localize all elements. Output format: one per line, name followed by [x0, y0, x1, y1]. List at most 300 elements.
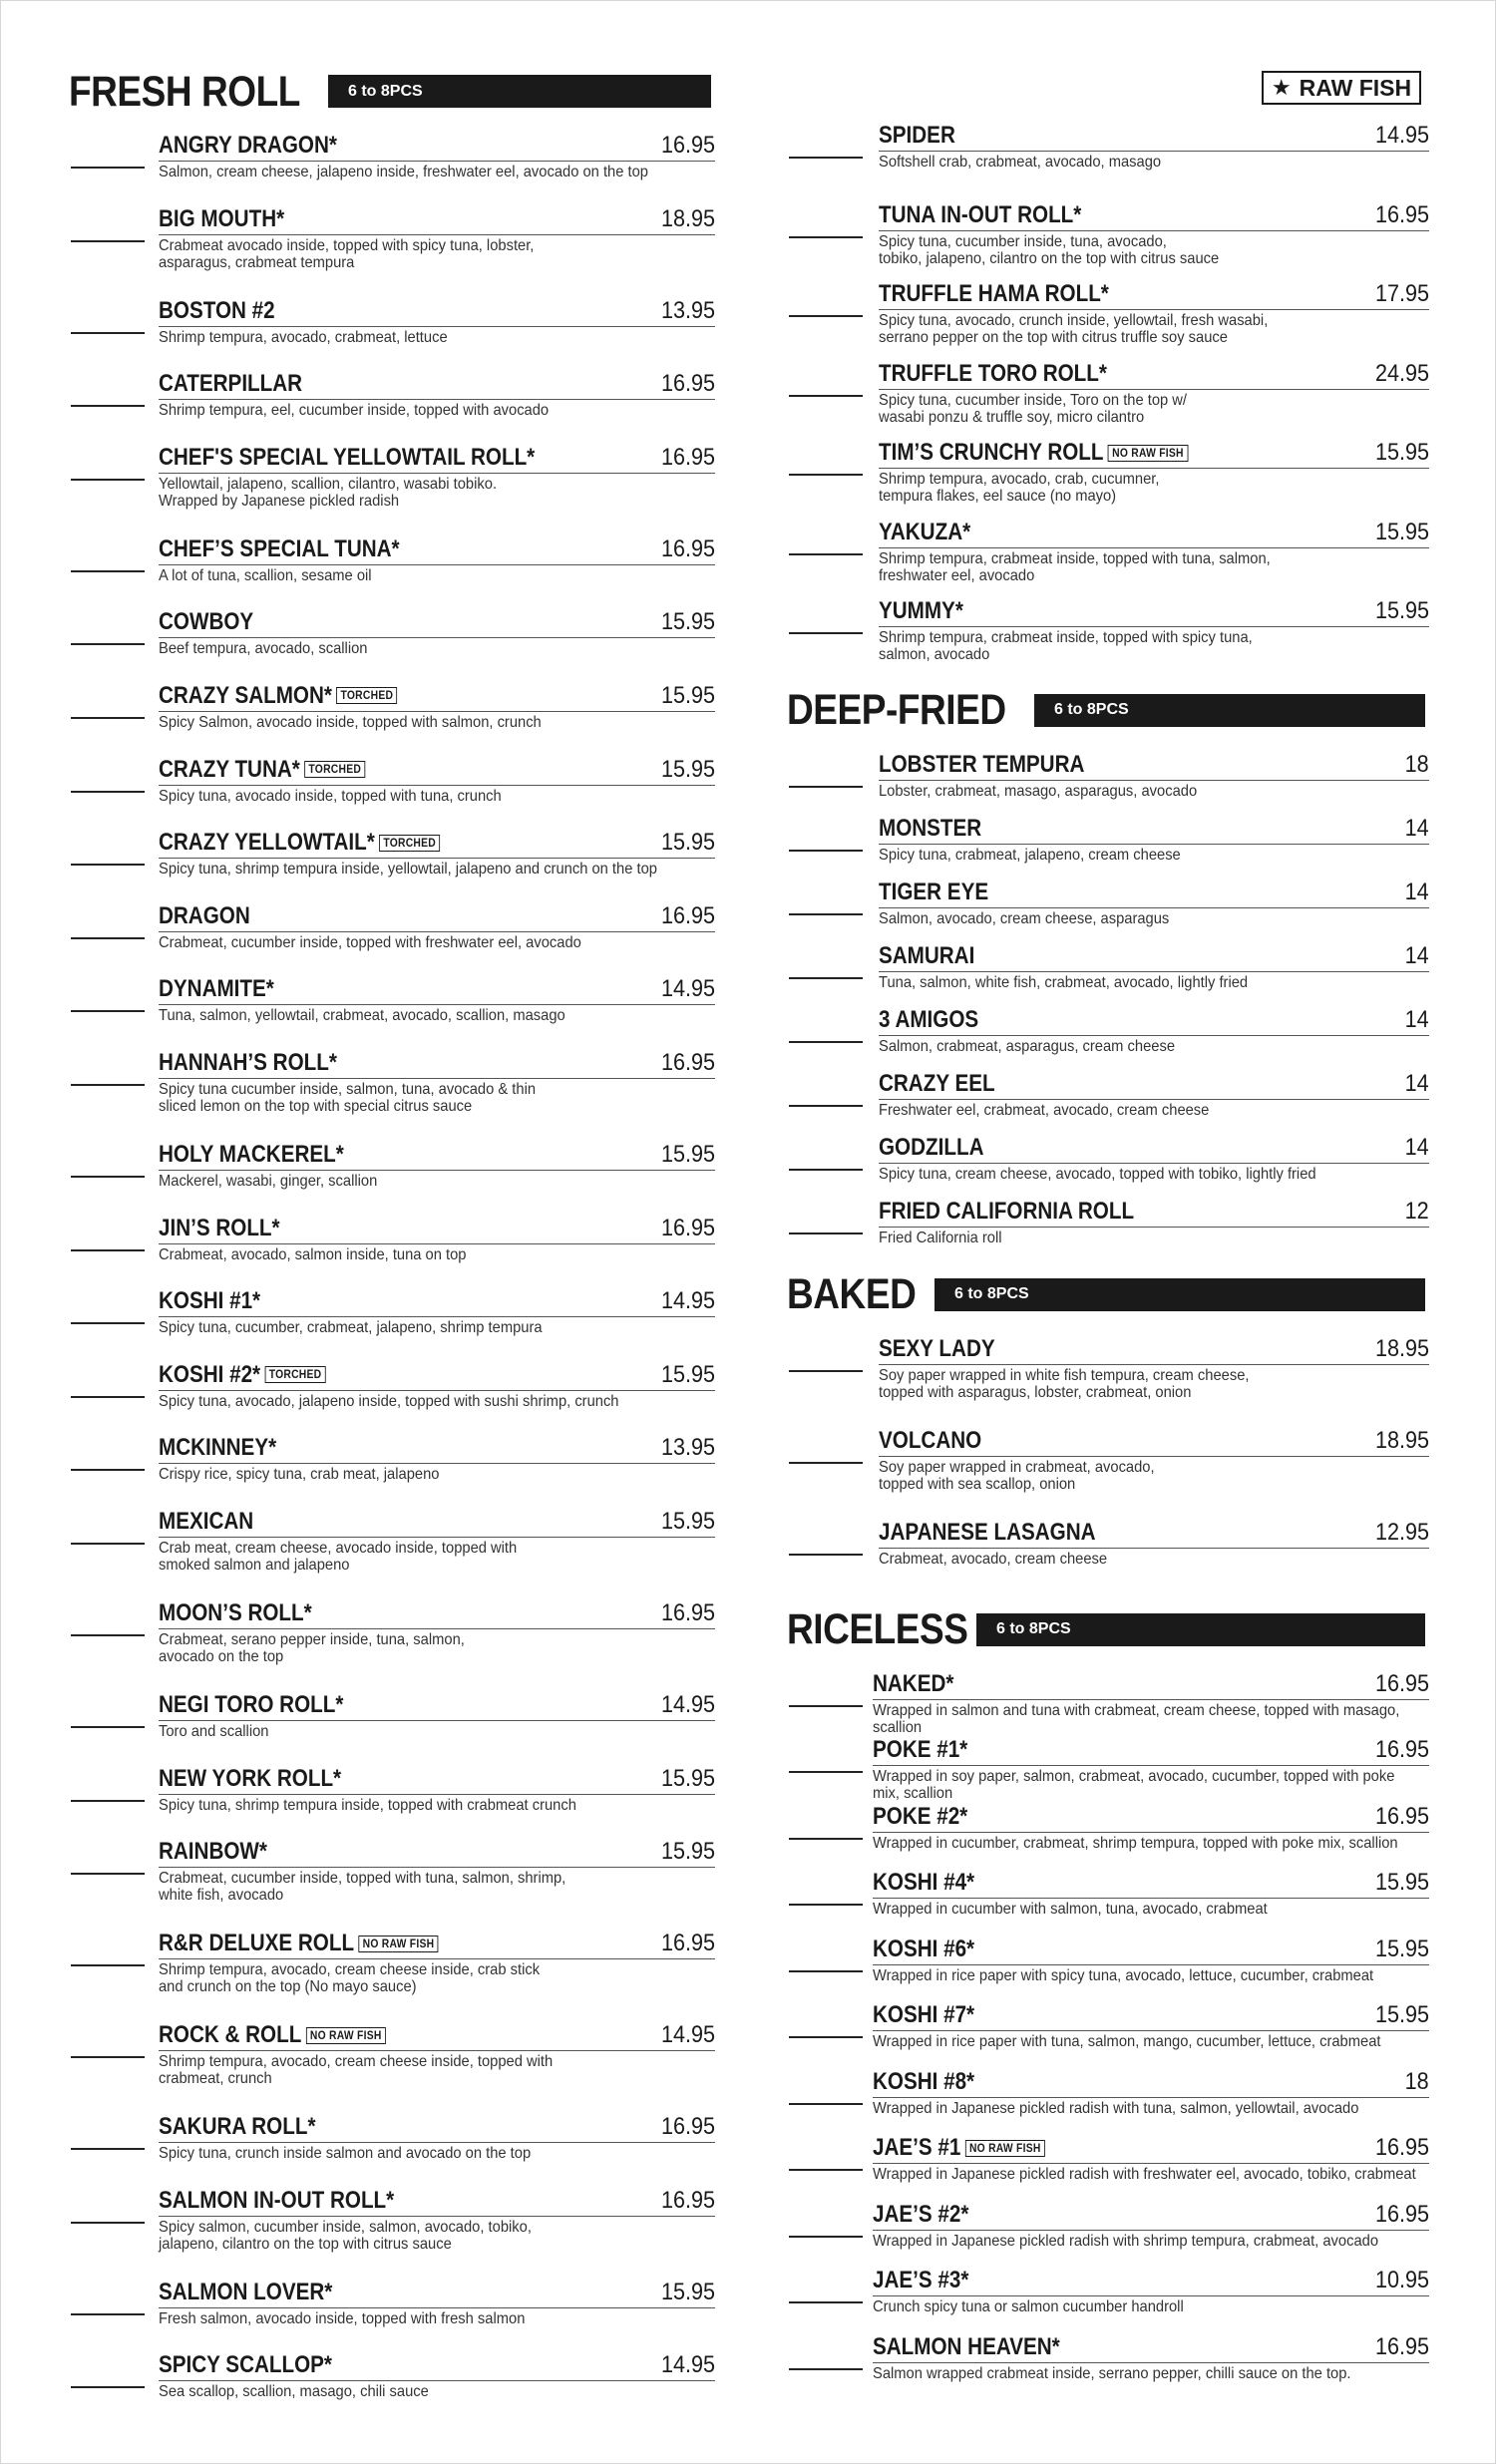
- menu-item: [787, 2328, 1429, 2395]
- menu-item-head: [159, 824, 715, 859]
- item-tag-badge: NO RAW FISH: [1108, 445, 1188, 462]
- menu-item: [69, 1760, 715, 1834]
- item-description: Spicy tuna, shrimp tempura inside, yellowtail, jalapeno and crunch on the top: [159, 861, 657, 879]
- menu-item-head: [879, 1001, 1429, 1036]
- item-description: Wrapped in Japanese pickled radish with shrimp tempura, crabmeat, avocado: [873, 2232, 1379, 2250]
- item-name: [873, 1736, 967, 1764]
- menu-item-body: [159, 677, 715, 751]
- quantity-blank: [787, 1001, 863, 1065]
- item-price: 15.95: [660, 1838, 715, 1866]
- quantity-blank: [69, 1136, 145, 1210]
- menu-item-head: [159, 677, 715, 712]
- item-description: Shrimp tempura, crabmeat inside, topped with spicy tuna, salmon, avocado: [879, 629, 1253, 663]
- menu-item: [787, 746, 1429, 810]
- menu-item: [69, 365, 715, 439]
- item-price: 24.95: [1374, 359, 1429, 387]
- quantity-blank: [787, 355, 863, 435]
- menu-item-body: [879, 874, 1429, 937]
- item-tag-badge: NO RAW FISH: [306, 2027, 386, 2044]
- menu-item: [69, 2274, 715, 2347]
- menu-item-body: [159, 439, 715, 530]
- item-description: Spicy tuna, cucumber, crabmeat, jalapeno, shrimp tempura: [159, 1319, 543, 1337]
- menu-item: [787, 1001, 1429, 1065]
- item-price: 14: [1404, 814, 1429, 842]
- menu-item-head: [879, 1422, 1429, 1457]
- menu-item: [787, 1193, 1429, 1256]
- item-price: 16.95: [660, 901, 715, 929]
- quantity-blank: [787, 1514, 863, 1593]
- item-name: [159, 1049, 337, 1077]
- quantity-blank: [69, 127, 145, 200]
- item-name-text: TRUFFLE HAMA ROLL*: [879, 280, 1109, 307]
- menu-item-head: [879, 1193, 1429, 1228]
- quantity-blank: [787, 275, 863, 355]
- quantity-blank: [787, 514, 863, 593]
- item-description: Beef tempura, avocado, scallion: [159, 640, 368, 658]
- menu-item-body: [159, 2346, 715, 2420]
- menu-item-head: [879, 937, 1429, 972]
- item-price: 16.95: [1374, 2332, 1429, 2360]
- quantity-blank: [69, 292, 145, 366]
- menu-item-head: [879, 434, 1429, 469]
- pieces-bar: 6 to 8PCS: [976, 1613, 1425, 1646]
- menu-item-head: [159, 1833, 715, 1868]
- item-name-text: MCKINNEY*: [159, 1434, 277, 1462]
- quantity-blank: [69, 1594, 145, 1686]
- quantity-blank: [787, 2328, 863, 2395]
- section-title: FRESH ROLL: [69, 67, 300, 116]
- item-description: Shrimp tempura, avocado, cream cheese inside, crab stick and crunch on the top (No mayo sauce): [159, 1961, 541, 1996]
- item-name: [159, 975, 274, 1003]
- quantity-blank: [69, 1503, 145, 1594]
- item-name-text: JAE’S #1: [873, 2134, 961, 2161]
- item-price: 16.95: [1374, 1802, 1429, 1830]
- item-description: Softshell crab, crabmeat, avocado, masago: [879, 154, 1162, 171]
- item-name-text: KOSHI #6*: [873, 1935, 975, 1962]
- item-name-text: KOSHI #1*: [159, 1287, 261, 1315]
- menu-item: [787, 1129, 1429, 1193]
- menu-item: [787, 1731, 1429, 1802]
- item-price: 15.95: [660, 755, 715, 783]
- menu-item: [69, 439, 715, 530]
- item-name: [873, 1803, 967, 1831]
- item-price: 16.95: [660, 1930, 715, 1957]
- item-name-text: BOSTON #2: [159, 296, 275, 324]
- item-price: 16.95: [1374, 2200, 1429, 2228]
- item-price: 14.95: [660, 975, 715, 1003]
- item-price: 14: [1404, 941, 1429, 969]
- menu-item-body: [873, 2129, 1429, 2196]
- menu-item-body: [159, 1686, 715, 1760]
- menu-item-head: [879, 355, 1429, 390]
- item-price: 14.95: [660, 2021, 715, 2049]
- item-name: [159, 297, 275, 325]
- menu-item: [69, 1429, 715, 1503]
- menu-item-head: [879, 196, 1429, 231]
- menu-item: [787, 1065, 1429, 1129]
- menu-item-head: [159, 897, 715, 932]
- item-price: 18: [1404, 750, 1429, 778]
- item-name-text: KOSHI #8*: [873, 2067, 975, 2095]
- item-name: [873, 2134, 1045, 2162]
- menu-item-body: [159, 1503, 715, 1594]
- item-name-text: JAE’S #2*: [873, 2200, 969, 2228]
- menu-item-body: [879, 1330, 1429, 1422]
- item-name: [873, 1936, 974, 1963]
- menu-item-head: [879, 1514, 1429, 1549]
- menu-item-head: [159, 127, 715, 162]
- item-description: Mackerel, wasabi, ginger, scallion: [159, 1172, 378, 1190]
- quantity-blank: [787, 1193, 863, 1256]
- item-name-text: 3 AMIGOS: [879, 1005, 979, 1033]
- item-tag-badge: TORCHED: [336, 687, 397, 704]
- menu-item: [69, 1356, 715, 1430]
- item-tag-badge: TORCHED: [264, 1366, 325, 1383]
- item-price: 18.95: [660, 204, 715, 232]
- item-description: Spicy tuna, crunch inside salmon and avocado on the top: [159, 2145, 532, 2163]
- item-name-text: LOBSTER TEMPURA: [879, 750, 1085, 778]
- section-title: BAKED: [787, 1270, 917, 1318]
- item-description: Shrimp tempura, eel, cucumber inside, topped with avocado: [159, 402, 550, 420]
- item-name-text: TIGER EYE: [879, 878, 989, 905]
- menu-item-head: [159, 1686, 715, 1721]
- item-name-text: SEXY LADY: [879, 1334, 995, 1362]
- quantity-blank: [69, 2346, 145, 2420]
- item-price: 15.95: [660, 2278, 715, 2305]
- item-description: Soy paper wrapped in white fish tempura, cream cheese, topped with asparagus, lobster, crabmeat, onion: [879, 1366, 1250, 1401]
- menu-item: [787, 1665, 1429, 1736]
- menu-item-head: [879, 275, 1429, 310]
- menu-item: [787, 514, 1429, 593]
- menu-item: [787, 434, 1429, 514]
- item-name: [159, 2279, 332, 2306]
- item-name-text: KOSHI #7*: [873, 2001, 975, 2028]
- item-name: [879, 1519, 1096, 1547]
- quantity-blank: [787, 1798, 863, 1865]
- item-description: Shrimp tempura, avocado, crabmeat, lettuce: [159, 328, 448, 346]
- menu-item-body: [159, 1210, 715, 1283]
- menu-item-body: [879, 196, 1429, 276]
- item-name-text: POKE #2*: [873, 1802, 968, 1830]
- item-name-text: ANGRY DRAGON*: [159, 132, 337, 159]
- item-price: 16.95: [660, 1048, 715, 1076]
- item-name: [873, 1869, 974, 1897]
- menu-item-body: [159, 2274, 715, 2347]
- item-price: 15.95: [1374, 1869, 1429, 1896]
- menu-item: [69, 1136, 715, 1210]
- item-description: Crunch spicy tuna or salmon cucumber handroll: [873, 2298, 1184, 2315]
- item-tag-badge: NO RAW FISH: [358, 1936, 438, 1952]
- menu-item-head: [159, 1044, 715, 1079]
- item-name-text: NAKED*: [873, 1669, 954, 1697]
- item-price: 15.95: [660, 1764, 715, 1792]
- item-description: Salmon, crabmeat, asparagus, cream cheese: [879, 1037, 1176, 1055]
- quantity-blank: [69, 677, 145, 751]
- item-price: 14: [1404, 878, 1429, 905]
- fresh-roll-list: [69, 127, 715, 2420]
- quantity-blank: [69, 970, 145, 1044]
- quantity-blank: [69, 200, 145, 292]
- menu-item-head: [879, 746, 1429, 781]
- item-name: [159, 682, 397, 710]
- item-price: 13.95: [660, 296, 715, 324]
- quantity-blank: [69, 439, 145, 530]
- item-description: Crabmeat, avocado, salmon inside, tuna on top: [159, 1245, 467, 1263]
- item-name-text: MEXICAN: [159, 1507, 254, 1535]
- quantity-blank: [69, 2274, 145, 2347]
- item-description: Yellowtail, jalapeno, scallion, cilantro, wasabi tobiko. Wrapped by Japanese pickled radish: [159, 475, 498, 510]
- item-price: 16.95: [660, 370, 715, 398]
- item-name: [159, 1930, 439, 1957]
- item-name: [879, 1427, 981, 1455]
- item-name: [873, 2333, 1060, 2361]
- menu-item: [787, 1931, 1429, 1997]
- item-name: [879, 360, 1107, 388]
- quantity-blank: [69, 530, 145, 604]
- item-name-text: TRUFFLE TORO ROLL*: [879, 359, 1107, 387]
- menu-item: [69, 2182, 715, 2274]
- menu-item-head: [879, 874, 1429, 908]
- quantity-blank: [69, 1686, 145, 1760]
- item-tag-badge: TORCHED: [379, 835, 440, 852]
- riceless-list: [787, 1665, 1429, 2395]
- menu-item: [787, 937, 1429, 1001]
- menu-item-head: [159, 365, 715, 400]
- item-price: 18.95: [1374, 1426, 1429, 1454]
- item-description: Fresh salmon, avocado inside, topped with fresh salmon: [159, 2309, 526, 2327]
- menu-item-body: [873, 2063, 1429, 2130]
- item-name-text: NEGI TORO ROLL*: [159, 1690, 344, 1718]
- menu-item-head: [159, 1925, 715, 1959]
- item-price: 13.95: [660, 1434, 715, 1462]
- menu-item-head: [159, 1136, 715, 1171]
- menu-item: [787, 2063, 1429, 2130]
- menu-item-body: [879, 592, 1429, 672]
- menu-item-head: [159, 2274, 715, 2308]
- menu-item-head: [879, 1065, 1429, 1100]
- item-name-text: SPICY SCALLOP*: [159, 2351, 332, 2379]
- item-name: [879, 201, 1081, 229]
- item-description: Crabmeat, cucumber inside, topped with freshwater eel, avocado: [159, 933, 581, 951]
- menu-item-head: [159, 603, 715, 638]
- menu-item-head: [159, 2346, 715, 2381]
- menu-item: [69, 897, 715, 971]
- menu-item: [787, 355, 1429, 435]
- fresh-roll-continued-list: [787, 117, 1429, 672]
- item-price: 16.95: [1374, 2134, 1429, 2161]
- menu-item-head: [159, 1760, 715, 1795]
- quantity-blank: [69, 1833, 145, 1925]
- item-description: Spicy salmon, cucumber inside, salmon, avocado, tobiko, jalapeno, cilantro on the top with citrus sauce: [159, 2218, 532, 2253]
- item-name-text: TUNA IN-OUT ROLL*: [879, 200, 1082, 228]
- menu-item-body: [879, 1129, 1429, 1193]
- item-name-text: KOSHI #2*: [159, 1360, 261, 1388]
- item-description: Spicy tuna, cream cheese, avocado, topped with tobiko, lightly fried: [879, 1165, 1316, 1183]
- item-name: [873, 2201, 968, 2229]
- menu-item-head: [159, 439, 715, 474]
- item-tag-badge: NO RAW FISH: [965, 2140, 1045, 2157]
- quantity-blank: [69, 365, 145, 439]
- item-description: Wrapped in soy paper, salmon, crabmeat, avocado, cucumber, topped with poke mix, scallion: [873, 1768, 1395, 1802]
- quantity-blank: [69, 1429, 145, 1503]
- item-name: [879, 597, 963, 625]
- menu-item-head: [879, 592, 1429, 627]
- item-price: 15.95: [660, 608, 715, 636]
- menu-item-head: [879, 514, 1429, 548]
- menu-item-head: [159, 970, 715, 1005]
- menu-item-body: [873, 1731, 1429, 1802]
- menu-item-head: [159, 751, 715, 786]
- item-description: Crispy rice, spicy tuna, crab meat, jalapeno: [159, 1466, 440, 1484]
- menu-item-body: [159, 2108, 715, 2182]
- menu-item-body: [159, 292, 715, 366]
- item-price: 14.95: [660, 2351, 715, 2379]
- menu-item: [787, 1330, 1429, 1422]
- quantity-blank: [787, 1065, 863, 1129]
- menu-item: [69, 1594, 715, 1686]
- item-name: [879, 1070, 995, 1098]
- item-name-text: HANNAH’S ROLL*: [159, 1048, 337, 1076]
- quantity-blank: [787, 1731, 863, 1798]
- baked-header: [787, 1270, 1429, 1320]
- item-name: [873, 2267, 968, 2294]
- item-name-text: DYNAMITE*: [159, 975, 274, 1003]
- item-name-text: SALMON IN-OUT ROLL*: [159, 2186, 395, 2214]
- item-name: [879, 879, 988, 906]
- item-name: [159, 1599, 312, 1627]
- item-name: [159, 444, 535, 472]
- item-description: Crabmeat, serano pepper inside, tuna, salmon, avocado on the top: [159, 1630, 465, 1665]
- item-name-text: SALMON HEAVEN*: [873, 2332, 1060, 2360]
- quantity-blank: [69, 2182, 145, 2274]
- menu-item: [787, 2129, 1429, 2196]
- menu-item-head: [873, 1864, 1429, 1899]
- menu-item-head: [873, 2129, 1429, 2164]
- item-name-text: COWBOY: [159, 608, 254, 636]
- quantity-blank: [787, 937, 863, 1001]
- menu-item-head: [159, 1594, 715, 1629]
- menu-item-body: [873, 1665, 1429, 1736]
- item-name: [159, 829, 440, 857]
- section-title: RICELESS: [787, 1605, 968, 1653]
- menu-item-body: [159, 1594, 715, 1686]
- item-name-text: JAE’S #3*: [873, 2267, 969, 2293]
- menu-item-head: [159, 200, 715, 235]
- menu-item-body: [879, 117, 1429, 196]
- item-description: Spicy tuna, avocado inside, topped with tuna, crunch: [159, 787, 502, 805]
- item-name-text: RAINBOW*: [159, 1838, 267, 1866]
- menu-item-head: [159, 292, 715, 327]
- item-description: Wrapped in cucumber, crabmeat, shrimp tempura, topped with poke mix, scallion: [873, 1834, 1398, 1852]
- quantity-blank: [787, 1422, 863, 1514]
- item-name: [159, 2187, 394, 2215]
- item-description: Shrimp tempura, avocado, cream cheese inside, topped with crabmeat, crunch: [159, 2053, 554, 2088]
- menu-item-body: [873, 1864, 1429, 1931]
- menu-item-body: [873, 2262, 1429, 2328]
- item-name-text: CATERPILLAR: [159, 370, 303, 398]
- quantity-blank: [787, 1129, 863, 1193]
- item-description: Tuna, salmon, yellowtail, crabmeat, avocado, scallion, masago: [159, 1007, 565, 1025]
- baked-list: [787, 1330, 1429, 1593]
- menu-item-body: [159, 2182, 715, 2274]
- menu-item-head: [879, 117, 1429, 152]
- quantity-blank: [787, 1996, 863, 2063]
- raw-fish-label: RAW FISH: [1299, 74, 1412, 101]
- item-name: [879, 1134, 983, 1162]
- item-name-text: BIG MOUTH*: [159, 204, 285, 232]
- item-name-text: POKE #1*: [873, 1736, 968, 1763]
- item-name: [159, 902, 250, 930]
- item-name: [879, 280, 1109, 308]
- menu-item-body: [159, 751, 715, 825]
- item-name: [159, 370, 302, 398]
- item-price: 14: [1404, 1005, 1429, 1033]
- menu-item: [787, 2262, 1429, 2328]
- menu-item-body: [159, 970, 715, 1044]
- quantity-blank: [787, 2129, 863, 2196]
- menu-item-body: [159, 603, 715, 677]
- pieces-bar: 6 to 8PCS: [328, 75, 711, 108]
- item-price: 16.95: [1374, 1736, 1429, 1763]
- item-price: 14: [1404, 1069, 1429, 1097]
- quantity-blank: [787, 1931, 863, 1997]
- menu-item: [787, 117, 1429, 196]
- menu-item: [787, 1798, 1429, 1865]
- quantity-blank: [787, 592, 863, 672]
- item-description: Spicy tuna, crabmeat, jalapeno, cream cheese: [879, 846, 1181, 864]
- item-name-text: JIN’S ROLL*: [159, 1214, 280, 1241]
- menu-item: [69, 2108, 715, 2182]
- item-description: Spicy tuna, cucumber inside, Toro on the top w/ wasabi ponzu & truffle soy, micro cilantro: [879, 391, 1188, 426]
- menu-item: [69, 1282, 715, 1356]
- item-name-text: JAPANESE LASAGNA: [879, 1518, 1096, 1546]
- item-name: [159, 205, 284, 233]
- quantity-blank: [69, 751, 145, 825]
- menu-item-body: [159, 2016, 715, 2108]
- item-name: [879, 439, 1188, 467]
- left-column: [69, 67, 715, 2420]
- quantity-blank: [69, 1760, 145, 1834]
- menu-item-body: [879, 275, 1429, 355]
- menu-item-head: [873, 1798, 1429, 1833]
- pieces-bar: 6 to 8PCS: [1034, 694, 1425, 727]
- menu-item-head: [159, 2108, 715, 2143]
- menu-item: [787, 592, 1429, 672]
- item-name-text: YUMMY*: [879, 597, 963, 624]
- item-description: Spicy tuna, avocado, crunch inside, yellowtail, fresh wasabi, serrano pepper on the top with citrus truffle soy sauce: [879, 312, 1269, 346]
- quantity-blank: [69, 824, 145, 897]
- menu-item: [69, 1210, 715, 1283]
- menu-item-body: [873, 2196, 1429, 2263]
- item-description: Spicy tuna, avocado, jalapeno inside, topped with sushi shrimp, crunch: [159, 1392, 619, 1410]
- menu-item-head: [159, 1282, 715, 1317]
- item-description: Crabmeat, cucumber inside, topped with tuna, salmon, shrimp, white fish, avocado: [159, 1870, 566, 1905]
- menu-item-body: [159, 1044, 715, 1136]
- menu-item-head: [159, 1210, 715, 1244]
- item-description: Fried California roll: [879, 1229, 1002, 1246]
- deep-fried-header: [787, 686, 1429, 736]
- item-name: [879, 122, 955, 150]
- menu-item-body: [873, 1996, 1429, 2063]
- menu-item: [69, 292, 715, 366]
- quantity-blank: [69, 2108, 145, 2182]
- item-name: [159, 535, 400, 563]
- item-price: 16.95: [660, 132, 715, 159]
- item-description: Wrapped in rice paper with spicy tuna, avocado, lettuce, cucumber, crabmeat: [873, 1966, 1374, 1984]
- item-price: 16.95: [660, 534, 715, 562]
- item-description: Spicy tuna cucumber inside, salmon, tuna, avocado & thin sliced lemon on the top with special citrus sauce: [159, 1080, 537, 1115]
- item-name: [879, 942, 974, 970]
